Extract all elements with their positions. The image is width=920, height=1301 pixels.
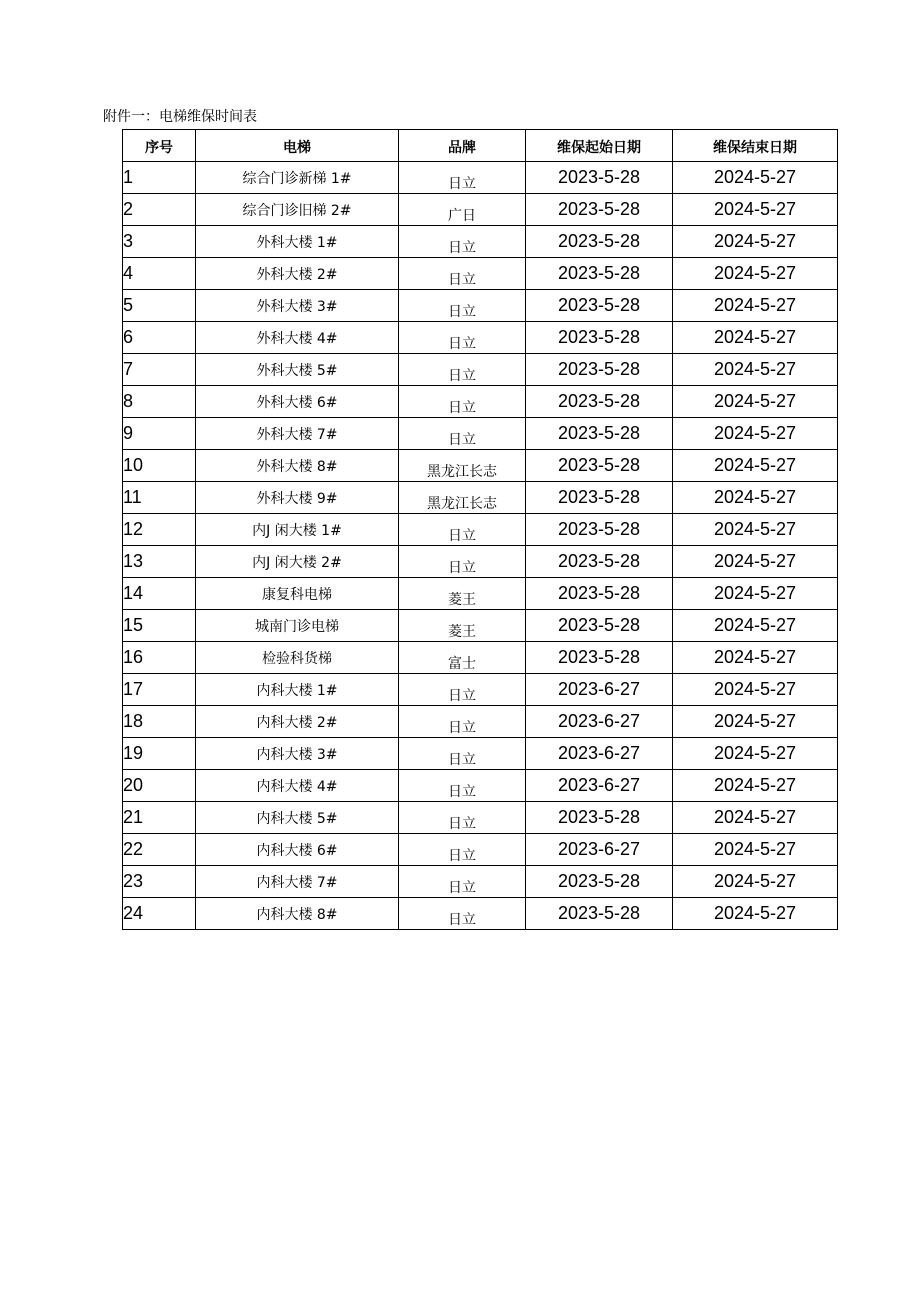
cell-number: 13 bbox=[123, 546, 196, 578]
cell-start-date: 2023-6-27 bbox=[526, 738, 673, 770]
cell-start-date: 2023-5-28 bbox=[526, 194, 673, 226]
cell-brand: 黑龙江长志 bbox=[399, 450, 526, 482]
cell-brand: 日立 bbox=[399, 706, 526, 738]
cell-elevator: 外科大楼 9# bbox=[196, 482, 399, 514]
cell-number: 23 bbox=[123, 866, 196, 898]
cell-start-date: 2023-6-27 bbox=[526, 834, 673, 866]
cell-brand: 菱王 bbox=[399, 578, 526, 610]
cell-start-date: 2023-5-28 bbox=[526, 418, 673, 450]
cell-elevator: 内科大楼 8# bbox=[196, 898, 399, 930]
cell-number: 6 bbox=[123, 322, 196, 354]
cell-start-date: 2023-5-28 bbox=[526, 898, 673, 930]
cell-number: 5 bbox=[123, 290, 196, 322]
cell-number: 11 bbox=[123, 482, 196, 514]
cell-elevator: 城南门诊电梯 bbox=[196, 610, 399, 642]
cell-brand: 日立 bbox=[399, 770, 526, 802]
table-row bbox=[123, 514, 838, 546]
cell-number: 4 bbox=[123, 258, 196, 290]
table-row bbox=[123, 322, 838, 354]
cell-start-date: 2023-5-28 bbox=[526, 354, 673, 386]
cell-elevator: 内科大楼 7# bbox=[196, 866, 399, 898]
cell-number: 18 bbox=[123, 706, 196, 738]
cell-end-date: 2024-5-27 bbox=[673, 706, 838, 738]
cell-brand: 日立 bbox=[399, 418, 526, 450]
header-number: 序号 bbox=[123, 130, 196, 162]
cell-start-date: 2023-5-28 bbox=[526, 162, 673, 194]
cell-number: 12 bbox=[123, 514, 196, 546]
header-end-date: 维保结束日期 bbox=[673, 130, 838, 162]
cell-end-date: 2024-5-27 bbox=[673, 834, 838, 866]
cell-end-date: 2024-5-27 bbox=[673, 482, 838, 514]
cell-elevator: 综合门诊旧梯 2# bbox=[196, 194, 399, 226]
cell-start-date: 2023-5-28 bbox=[526, 226, 673, 258]
cell-elevator: 外科大楼 2# bbox=[196, 258, 399, 290]
cell-end-date: 2024-5-27 bbox=[673, 354, 838, 386]
cell-start-date: 2023-5-28 bbox=[526, 386, 673, 418]
table-row bbox=[123, 482, 838, 514]
cell-elevator: 综合门诊新梯 1# bbox=[196, 162, 399, 194]
cell-start-date: 2023-5-28 bbox=[526, 546, 673, 578]
cell-start-date: 2023-5-28 bbox=[526, 322, 673, 354]
cell-brand: 日立 bbox=[399, 802, 526, 834]
cell-brand: 日立 bbox=[399, 546, 526, 578]
cell-end-date: 2024-5-27 bbox=[673, 194, 838, 226]
cell-brand: 日立 bbox=[399, 834, 526, 866]
document-caption: 附件一：电梯维保时间表 bbox=[103, 109, 257, 125]
cell-start-date: 2023-5-28 bbox=[526, 578, 673, 610]
table-row bbox=[123, 226, 838, 258]
cell-number: 14 bbox=[123, 578, 196, 610]
cell-end-date: 2024-5-27 bbox=[673, 610, 838, 642]
header-brand: 品牌 bbox=[399, 130, 526, 162]
cell-brand: 日立 bbox=[399, 866, 526, 898]
cell-elevator: 外科大楼 4# bbox=[196, 322, 399, 354]
cell-brand: 日立 bbox=[399, 674, 526, 706]
table-row bbox=[123, 418, 838, 450]
cell-brand: 日立 bbox=[399, 290, 526, 322]
cell-brand: 日立 bbox=[399, 514, 526, 546]
cell-end-date: 2024-5-27 bbox=[673, 898, 838, 930]
table-row bbox=[123, 802, 838, 834]
table-header-row bbox=[123, 130, 838, 162]
cell-end-date: 2024-5-27 bbox=[673, 546, 838, 578]
cell-end-date: 2024-5-27 bbox=[673, 866, 838, 898]
cell-end-date: 2024-5-27 bbox=[673, 258, 838, 290]
table-row bbox=[123, 578, 838, 610]
cell-elevator: 外科大楼 7# bbox=[196, 418, 399, 450]
table-row bbox=[123, 354, 838, 386]
maintenance-schedule-table bbox=[122, 129, 838, 930]
table-row bbox=[123, 674, 838, 706]
header-elevator: 电梯 bbox=[196, 130, 399, 162]
cell-brand: 日立 bbox=[399, 162, 526, 194]
cell-brand: 日立 bbox=[399, 322, 526, 354]
cell-number: 7 bbox=[123, 354, 196, 386]
cell-brand: 菱王 bbox=[399, 610, 526, 642]
cell-start-date: 2023-6-27 bbox=[526, 706, 673, 738]
table-row bbox=[123, 866, 838, 898]
table-row bbox=[123, 706, 838, 738]
cell-start-date: 2023-6-27 bbox=[526, 770, 673, 802]
cell-end-date: 2024-5-27 bbox=[673, 162, 838, 194]
cell-elevator: 外科大楼 6# bbox=[196, 386, 399, 418]
header-start-date: 维保起始日期 bbox=[526, 130, 673, 162]
table-row bbox=[123, 770, 838, 802]
cell-elevator: 内J 闲大楼 1# bbox=[196, 514, 399, 546]
cell-end-date: 2024-5-27 bbox=[673, 578, 838, 610]
table-row bbox=[123, 610, 838, 642]
cell-brand: 黑龙江长志 bbox=[399, 482, 526, 514]
cell-end-date: 2024-5-27 bbox=[673, 642, 838, 674]
cell-number: 9 bbox=[123, 418, 196, 450]
cell-elevator: 外科大楼 8# bbox=[196, 450, 399, 482]
cell-brand: 富士 bbox=[399, 642, 526, 674]
cell-number: 8 bbox=[123, 386, 196, 418]
cell-brand: 日立 bbox=[399, 386, 526, 418]
cell-elevator: 外科大楼 3# bbox=[196, 290, 399, 322]
cell-end-date: 2024-5-27 bbox=[673, 290, 838, 322]
cell-end-date: 2024-5-27 bbox=[673, 226, 838, 258]
table-row bbox=[123, 162, 838, 194]
cell-end-date: 2024-5-27 bbox=[673, 738, 838, 770]
cell-brand: 日立 bbox=[399, 258, 526, 290]
cell-end-date: 2024-5-27 bbox=[673, 418, 838, 450]
cell-start-date: 2023-5-28 bbox=[526, 610, 673, 642]
cell-start-date: 2023-5-28 bbox=[526, 866, 673, 898]
table-body bbox=[123, 162, 838, 930]
cell-elevator: 内科大楼 4# bbox=[196, 770, 399, 802]
cell-elevator: 内科大楼 3# bbox=[196, 738, 399, 770]
cell-number: 10 bbox=[123, 450, 196, 482]
cell-brand: 日立 bbox=[399, 738, 526, 770]
cell-elevator: 外科大楼 1# bbox=[196, 226, 399, 258]
table-row bbox=[123, 290, 838, 322]
cell-end-date: 2024-5-27 bbox=[673, 450, 838, 482]
cell-number: 17 bbox=[123, 674, 196, 706]
cell-end-date: 2024-5-27 bbox=[673, 802, 838, 834]
table-row bbox=[123, 386, 838, 418]
table-row bbox=[123, 450, 838, 482]
cell-number: 3 bbox=[123, 226, 196, 258]
cell-elevator: 检验科货梯 bbox=[196, 642, 399, 674]
cell-start-date: 2023-5-28 bbox=[526, 514, 673, 546]
table-row bbox=[123, 546, 838, 578]
cell-end-date: 2024-5-27 bbox=[673, 514, 838, 546]
cell-start-date: 2023-5-28 bbox=[526, 642, 673, 674]
cell-end-date: 2024-5-27 bbox=[673, 386, 838, 418]
cell-number: 22 bbox=[123, 834, 196, 866]
table-row bbox=[123, 834, 838, 866]
cell-elevator: 内科大楼 6# bbox=[196, 834, 399, 866]
cell-start-date: 2023-5-28 bbox=[526, 450, 673, 482]
cell-number: 1 bbox=[123, 162, 196, 194]
cell-start-date: 2023-5-28 bbox=[526, 290, 673, 322]
cell-start-date: 2023-5-28 bbox=[526, 482, 673, 514]
cell-number: 15 bbox=[123, 610, 196, 642]
cell-brand: 日立 bbox=[399, 354, 526, 386]
cell-brand: 日立 bbox=[399, 226, 526, 258]
table-row bbox=[123, 898, 838, 930]
cell-end-date: 2024-5-27 bbox=[673, 322, 838, 354]
table-row bbox=[123, 738, 838, 770]
table-row bbox=[123, 194, 838, 226]
cell-brand: 广日 bbox=[399, 194, 526, 226]
cell-start-date: 2023-5-28 bbox=[526, 258, 673, 290]
cell-elevator: 内J 闲大楼 2# bbox=[196, 546, 399, 578]
cell-start-date: 2023-6-27 bbox=[526, 674, 673, 706]
cell-start-date: 2023-5-28 bbox=[526, 802, 673, 834]
cell-number: 21 bbox=[123, 802, 196, 834]
cell-elevator: 内科大楼 1# bbox=[196, 674, 399, 706]
cell-number: 24 bbox=[123, 898, 196, 930]
cell-number: 16 bbox=[123, 642, 196, 674]
cell-elevator: 内科大楼 5# bbox=[196, 802, 399, 834]
cell-number: 19 bbox=[123, 738, 196, 770]
table-row bbox=[123, 642, 838, 674]
cell-brand: 日立 bbox=[399, 898, 526, 930]
cell-number: 20 bbox=[123, 770, 196, 802]
cell-elevator: 康复科电梯 bbox=[196, 578, 399, 610]
cell-end-date: 2024-5-27 bbox=[673, 770, 838, 802]
cell-elevator: 内科大楼 2# bbox=[196, 706, 399, 738]
cell-elevator: 外科大楼 5# bbox=[196, 354, 399, 386]
table-row bbox=[123, 258, 838, 290]
cell-number: 2 bbox=[123, 194, 196, 226]
cell-end-date: 2024-5-27 bbox=[673, 674, 838, 706]
